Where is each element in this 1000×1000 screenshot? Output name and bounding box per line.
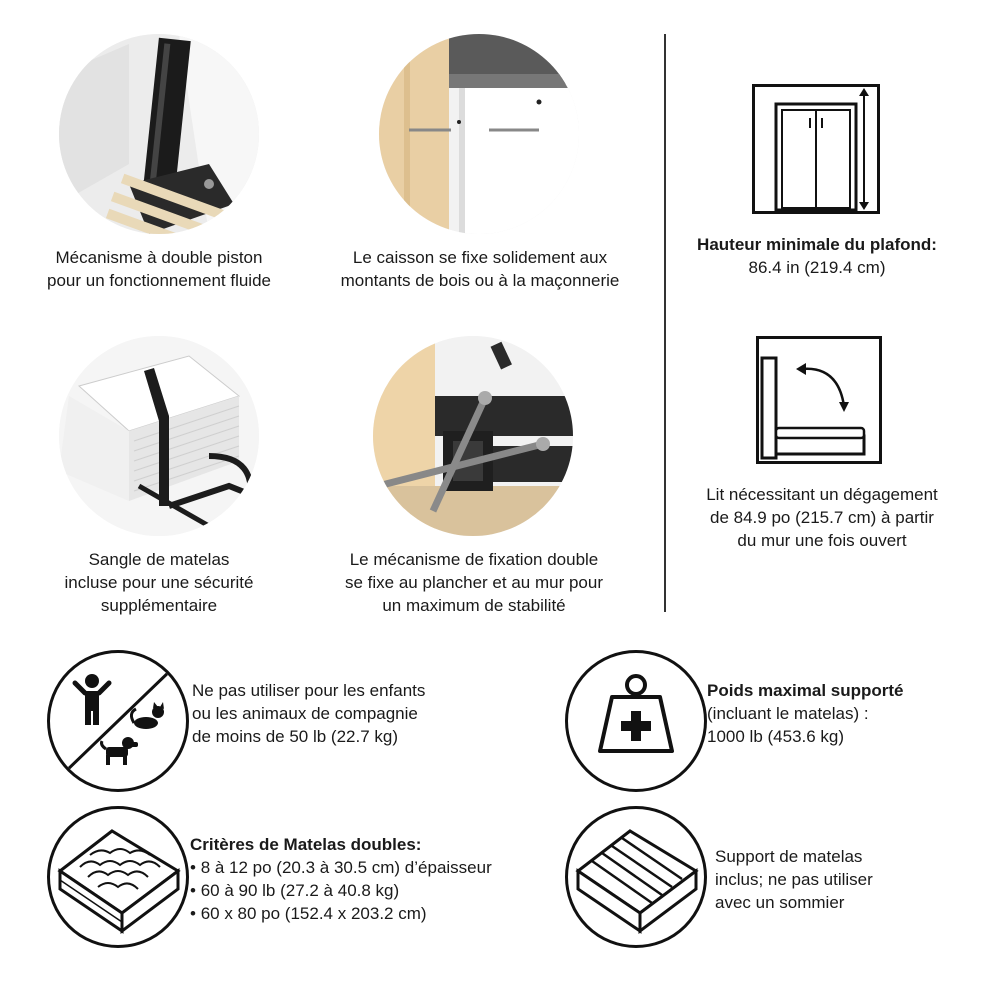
ceiling-height-icon [752,84,880,214]
feature-caption-3 [10,548,308,617]
caption-line: montants de bois ou à la maçonnerie [340,271,620,290]
clearance-line: de 84.9 po (215.7 cm) à partir [710,508,934,527]
double-fixing-mechanism-photo [373,336,573,536]
caption-line: Le mécanisme de fixation double [349,550,599,569]
caption-line: supplémentaire [100,596,218,615]
mattress-strap-photo [59,336,259,536]
caption-line: incluse pour une sécurité [64,573,254,592]
caption-line: Le caisson se fixe solidement aux [352,248,608,267]
mattress-icon [47,806,189,948]
feature-caption-2 [310,246,650,292]
weight-title: Poids maximal supporté [707,681,904,700]
support-line: Support de matelas [715,847,863,866]
criteria-text: 60 à 90 lb (27.2 à 40.8 kg) [200,881,400,900]
mattress-criteria-item [190,902,492,925]
weight-text [707,679,904,748]
mattress-criteria-item [190,879,492,902]
clearance-line: du mur une fois ouvert [737,531,907,550]
section-divider [664,34,666,612]
caption-line: un maximum de stabilité [382,596,566,615]
mattress-criteria-item [190,856,492,879]
bullet: • [190,904,196,923]
mattress-criteria-title: Critères de Matelas doubles: [190,835,422,854]
caption-line: Mécanisme à double piston [55,248,263,267]
feature-caption-1 [10,246,308,292]
caption-line: se fixe au plancher et au mur pour [345,573,603,592]
weight-line: 1000 lb (453.6 kg) [707,727,845,746]
no-children-pets-icon [47,650,189,792]
criteria-text: 8 à 12 po (20.3 à 30.5 cm) d’épaisseur [200,858,492,877]
caption-line: Sangle de matelas [88,550,230,569]
weight-icon [565,650,707,792]
feature-caption-4 [300,548,648,617]
mattress-criteria [190,833,492,925]
caption-line: pour un fonctionnement fluide [47,271,271,290]
warning-line: de moins de 50 lb (22.7 kg) [192,727,399,746]
double-piston-mechanism-photo [59,34,259,234]
ceiling-height-title: Hauteur minimale du plafond: [697,235,937,254]
bullet: • [190,858,196,877]
warning-text [192,679,425,748]
clearance-text [672,483,972,552]
bullet: • [190,881,196,900]
warning-line: ou les animaux de compagnie [192,704,418,723]
bed-clearance-icon [756,336,882,464]
clearance-line: Lit nécessitant un dégagement [706,485,938,504]
support-line: avec un sommier [715,893,845,912]
support-text [715,845,873,914]
ceiling-height-text [672,233,962,279]
ceiling-height-value: 86.4 in (219.4 cm) [748,258,886,277]
criteria-text: 60 x 80 po (152.4 x 203.2 cm) [200,904,427,923]
warning-line: Ne pas utiliser pour les enfants [192,681,426,700]
cabinet-wall-fixing-photo [379,34,579,234]
mattress-support-icon [565,806,707,948]
support-line: inclus; ne pas utiliser [715,870,873,889]
weight-line: (incluant le matelas) : [707,704,869,723]
